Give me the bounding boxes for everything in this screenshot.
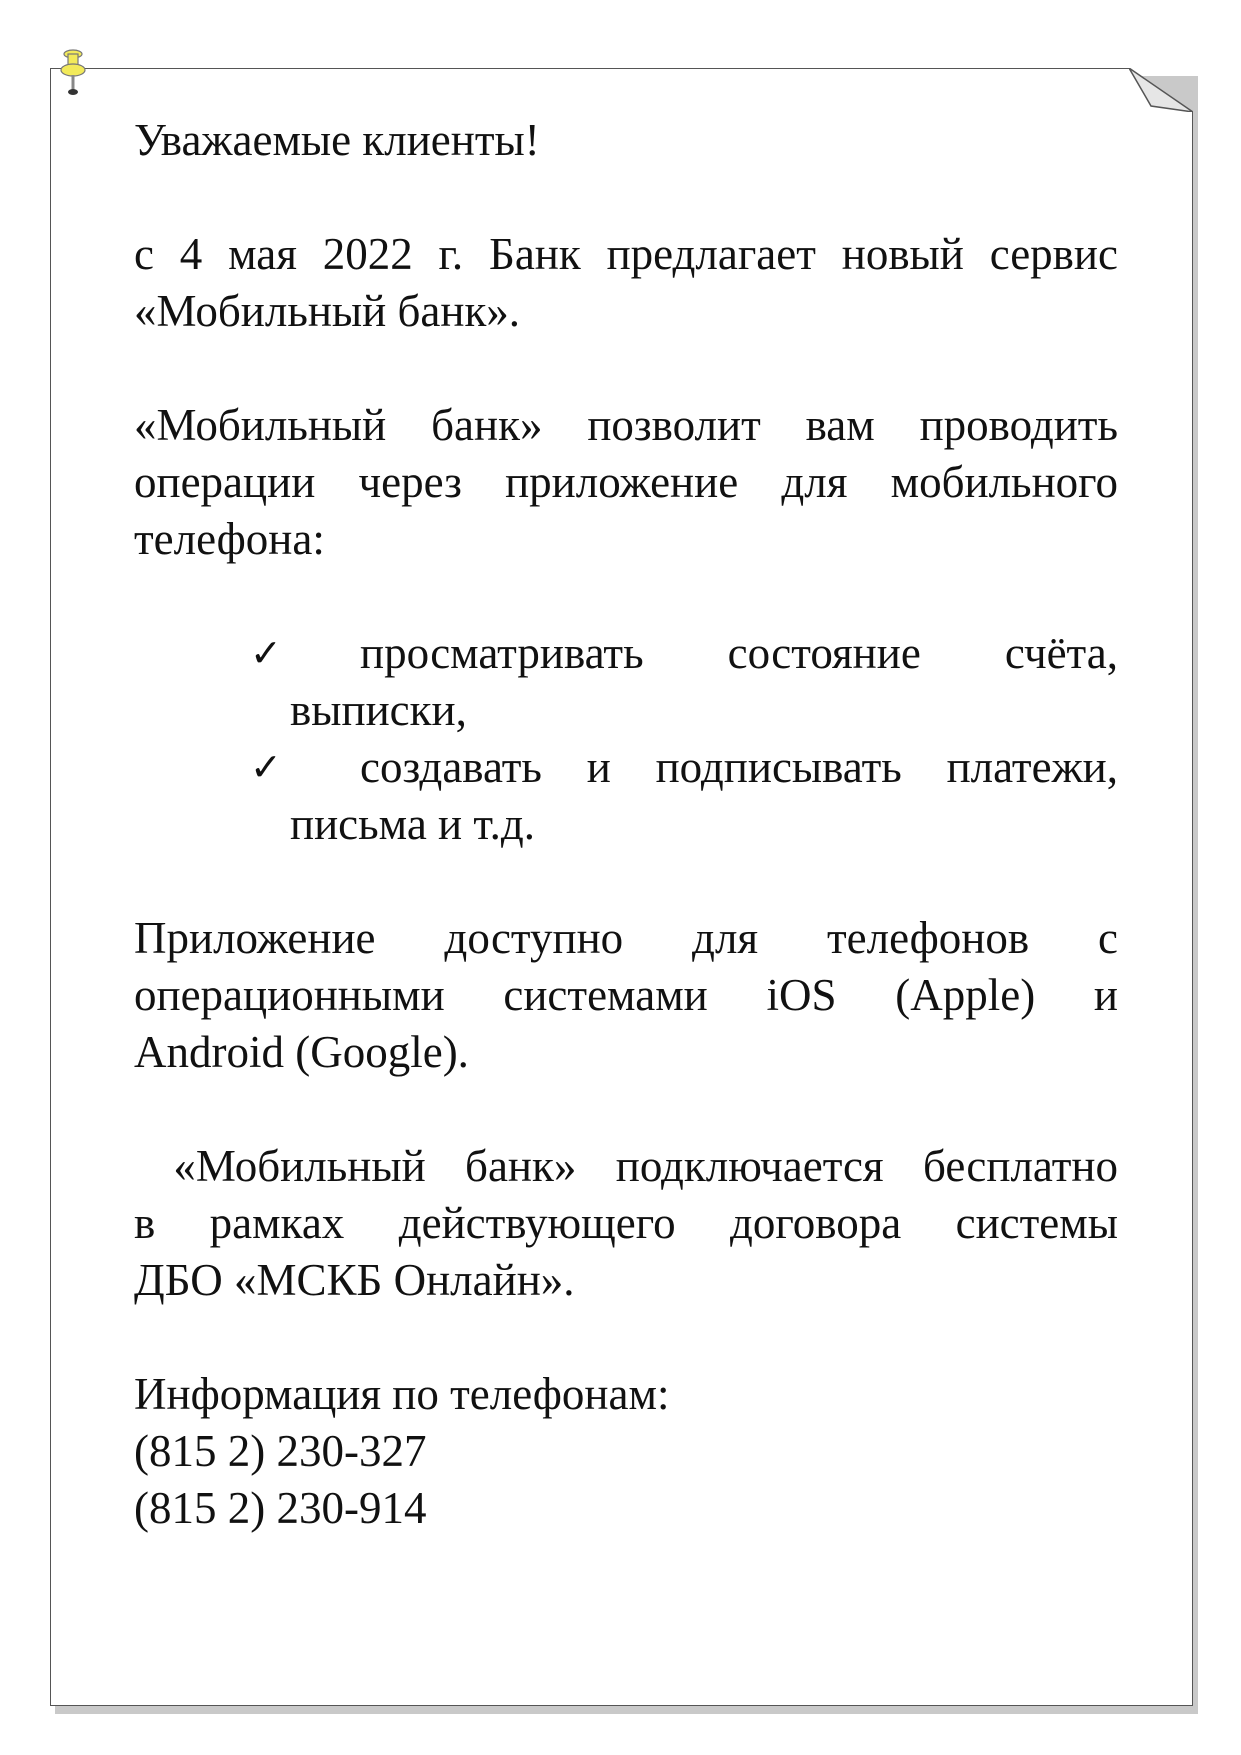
phone-number: (815 2) 230-327	[134, 1426, 427, 1476]
notice-body	[134, 112, 1118, 1537]
features-intro-line-2: операции через приложение для мобильного	[134, 457, 1118, 507]
intro-line-1: с 4 мая 2022 г. Банк предлагает новый сервис	[134, 229, 1118, 279]
connection-line-1: «Мобильный банк» подключается бесплатно	[134, 1141, 1118, 1191]
features-intro-line-1: «Мобильный банк» позволит вам проводить	[134, 400, 1118, 450]
feature-line-2: письма и т.д.	[290, 799, 536, 849]
info-label: Информация по телефонам:	[134, 1369, 670, 1419]
folded-corner-icon	[1129, 68, 1193, 112]
platforms-line-2: операционными системами iOS (Apple) и	[134, 970, 1118, 1020]
connection-line-3: ДБО «МСКБ Онлайн».	[134, 1255, 575, 1305]
feature-line-1: просматривать состояние счёта,	[360, 628, 1118, 678]
platforms-line-1: Приложение доступно для телефонов с	[134, 913, 1118, 963]
intro-line-2: «Мобильный банк».	[134, 286, 521, 336]
feature-line-1: создавать и подписывать платежи,	[360, 742, 1118, 792]
phone-list	[134, 1423, 1118, 1537]
feature-line-2: выписки,	[290, 685, 467, 735]
list-item	[250, 625, 1118, 739]
features-intro-line-3: телефона:	[134, 514, 325, 564]
checkmark-icon: ✓	[250, 631, 282, 675]
connection-line-2: в рамках действующего договора системы	[134, 1198, 1118, 1248]
list-item	[250, 739, 1118, 853]
platforms-line-3: Android (Google).	[134, 1027, 469, 1077]
pushpin-icon	[58, 48, 88, 106]
checkmark-icon: ✓	[250, 745, 282, 789]
feature-list	[250, 625, 1118, 853]
phone-number: (815 2) 230-914	[134, 1483, 427, 1533]
greeting: Уважаемые клиенты!	[134, 115, 540, 165]
